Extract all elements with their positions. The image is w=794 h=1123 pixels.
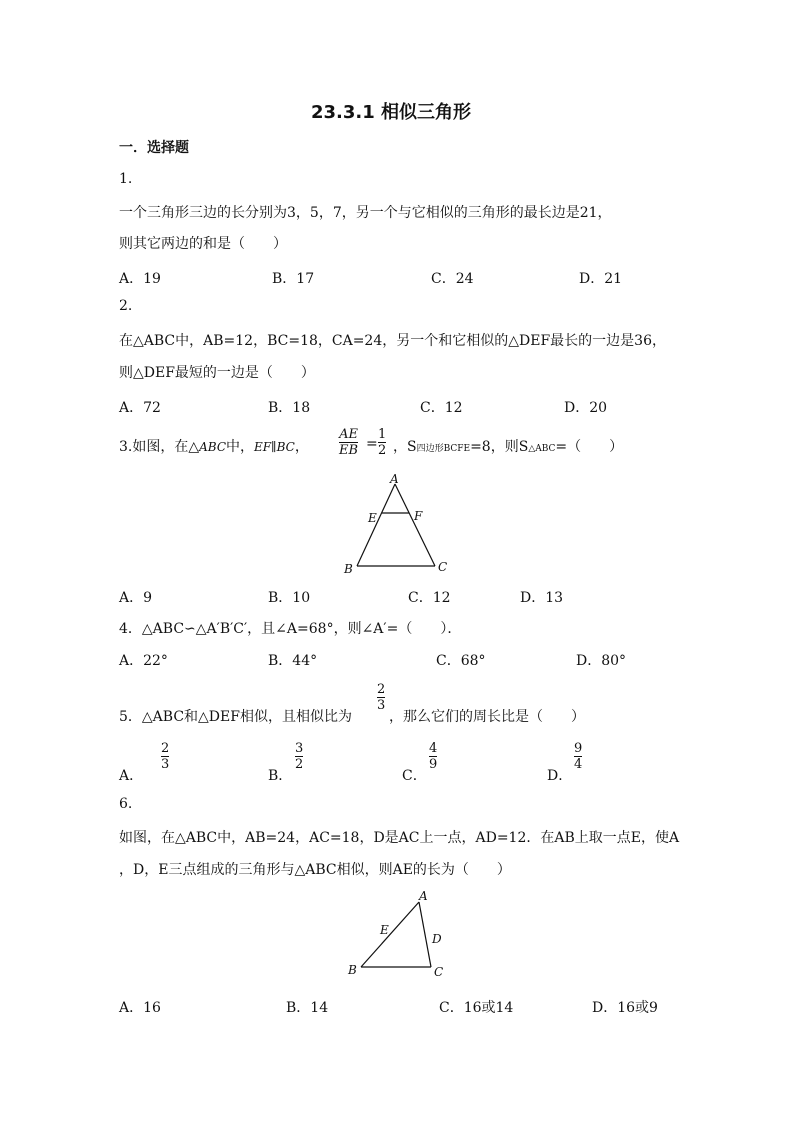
q5-option-d-label: D． bbox=[547, 768, 573, 784]
q5-option-c-fraction bbox=[429, 741, 437, 772]
q5-option-c-num: 4 bbox=[429, 741, 438, 756]
q3-label-a: A bbox=[390, 472, 399, 486]
q3-side-ab bbox=[357, 484, 395, 566]
q3-label-e: E bbox=[368, 511, 377, 525]
q3-half-den: 2 bbox=[378, 443, 387, 458]
q3-s-label: ，S bbox=[393, 439, 417, 455]
q3-label-f: F bbox=[414, 509, 423, 523]
q3-s-sub2: △ABC bbox=[528, 444, 556, 454]
q3-comma: ， bbox=[294, 439, 309, 455]
q6-option-d: D．16或9 bbox=[592, 1000, 658, 1016]
page-title: 23.3.1 相似三角形 bbox=[311, 102, 472, 123]
q6-label-a: A bbox=[419, 889, 428, 903]
q6-side-ab bbox=[361, 902, 419, 967]
q6-number: 6. bbox=[119, 796, 133, 812]
q3-frac-num: AE bbox=[339, 427, 358, 442]
q4-option-c: C．68° bbox=[436, 653, 486, 669]
q3-option-d: D．13 bbox=[520, 590, 564, 606]
q6-label-b: B bbox=[348, 963, 357, 977]
q3-text bbox=[119, 436, 309, 456]
q4-option-b: B．44° bbox=[268, 653, 318, 669]
q6-option-b: B．14 bbox=[286, 1000, 329, 1016]
q5-option-b-fraction bbox=[295, 741, 303, 772]
q1-text-line1: 一个三角形三边的长分别为3，5，7，另一个与它相似的三角形的最长边是21， bbox=[119, 205, 612, 221]
q2-option-d: D．20 bbox=[564, 400, 608, 416]
q3-fraction-ae-eb bbox=[339, 427, 358, 458]
q5-option-d-den: 4 bbox=[574, 757, 583, 772]
q6-option-c: C．16或14 bbox=[439, 1000, 514, 1016]
q6-side-ac bbox=[419, 902, 431, 967]
q3-half-num: 1 bbox=[378, 427, 387, 442]
q3-tail: =（ ） bbox=[555, 439, 624, 455]
q5-option-b-num: 3 bbox=[295, 741, 304, 756]
q2-number: 2. bbox=[119, 298, 133, 314]
q3-prefix: 3.如图，在△ bbox=[119, 439, 200, 455]
q2-option-c: C．12 bbox=[420, 400, 463, 416]
q5-ratio-fraction bbox=[377, 682, 385, 713]
q3-option-b: B．10 bbox=[268, 590, 311, 606]
q3-label-b: B bbox=[344, 562, 353, 576]
q6-label-d: D bbox=[432, 932, 442, 946]
q3-abc: ABC bbox=[199, 440, 227, 454]
q3-parallel: EF∥BC bbox=[254, 440, 295, 454]
q5-option-d-fraction bbox=[574, 741, 582, 772]
q5-text-tail: ，那么它们的周长比是（ ） bbox=[389, 709, 585, 725]
q5-ratio-num: 2 bbox=[377, 682, 386, 697]
q5-option-a-num: 2 bbox=[161, 741, 170, 756]
q3-triangle-figure bbox=[335, 470, 455, 580]
q5-option-a-fraction bbox=[161, 741, 169, 772]
q5-option-c-den: 9 bbox=[429, 757, 438, 772]
q3-s-sub: 四边形BCFE bbox=[416, 444, 471, 454]
q5-option-b-label: B． bbox=[268, 768, 293, 784]
q3-label-c: C bbox=[438, 560, 448, 574]
section-heading: 一．选择题 bbox=[119, 140, 189, 156]
q6-triangle-figure bbox=[340, 888, 460, 983]
q6-text-line1: 如图，在△ABC中，AB=24，AC=18，D是AC上一点，AD=12．在AB上取一点E，使A bbox=[119, 830, 680, 846]
q4-text: 4．△ABC∽△A′B′C′，且∠A=68°，则∠A′=（ ）． bbox=[119, 621, 462, 637]
q5-option-c-label: C． bbox=[402, 768, 427, 784]
q6-option-a: A．16 bbox=[119, 1000, 161, 1016]
q5-text-prefix: 5．△ABC和△DEF相似，且相似比为 bbox=[119, 709, 352, 725]
q2-text-line2: 则△DEF最短的一边是（ ） bbox=[119, 365, 315, 381]
q3-frac-den: EB bbox=[339, 443, 359, 458]
q6-label-e: E bbox=[380, 923, 389, 937]
q1-option-a: A．19 bbox=[119, 271, 161, 287]
q3-mid: 中， bbox=[226, 439, 255, 455]
q5-option-a-den: 3 bbox=[161, 757, 170, 772]
q3-equals: = bbox=[366, 436, 378, 452]
q2-text-line1: 在△ABC中，AB=12，BC=18，CA=24，另一个和它相似的△DEF最长的一边是36， bbox=[119, 333, 666, 349]
q3-option-a: A．9 bbox=[119, 590, 153, 606]
q1-number: 1. bbox=[119, 171, 133, 187]
q6-text-line2: ，D，E三点组成的三角形与△ABC相似，则AE的长为（ ） bbox=[119, 862, 511, 878]
q5-ratio-den: 3 bbox=[377, 698, 386, 713]
q3-s-val: =8，则S bbox=[470, 439, 529, 455]
q1-text-line2: 则其它两边的和是（ ） bbox=[119, 236, 287, 252]
q3-area-text bbox=[393, 436, 623, 456]
q5-option-a-label: A． bbox=[119, 768, 144, 784]
q2-option-a: A．72 bbox=[119, 400, 161, 416]
q5-option-d-num: 9 bbox=[574, 741, 583, 756]
q5-option-b-den: 2 bbox=[295, 757, 304, 772]
q6-label-c: C bbox=[434, 965, 444, 979]
q1-option-c: C．24 bbox=[431, 271, 474, 287]
q3-fraction-half bbox=[378, 427, 386, 458]
q1-option-b: B．17 bbox=[272, 271, 315, 287]
q4-option-d: D．80° bbox=[576, 653, 627, 669]
q3-side-ac bbox=[395, 484, 435, 566]
q4-option-a: A．22° bbox=[119, 653, 168, 669]
q1-option-d: D．21 bbox=[579, 271, 623, 287]
q3-option-c: C．12 bbox=[408, 590, 451, 606]
q2-option-b: B．18 bbox=[268, 400, 311, 416]
